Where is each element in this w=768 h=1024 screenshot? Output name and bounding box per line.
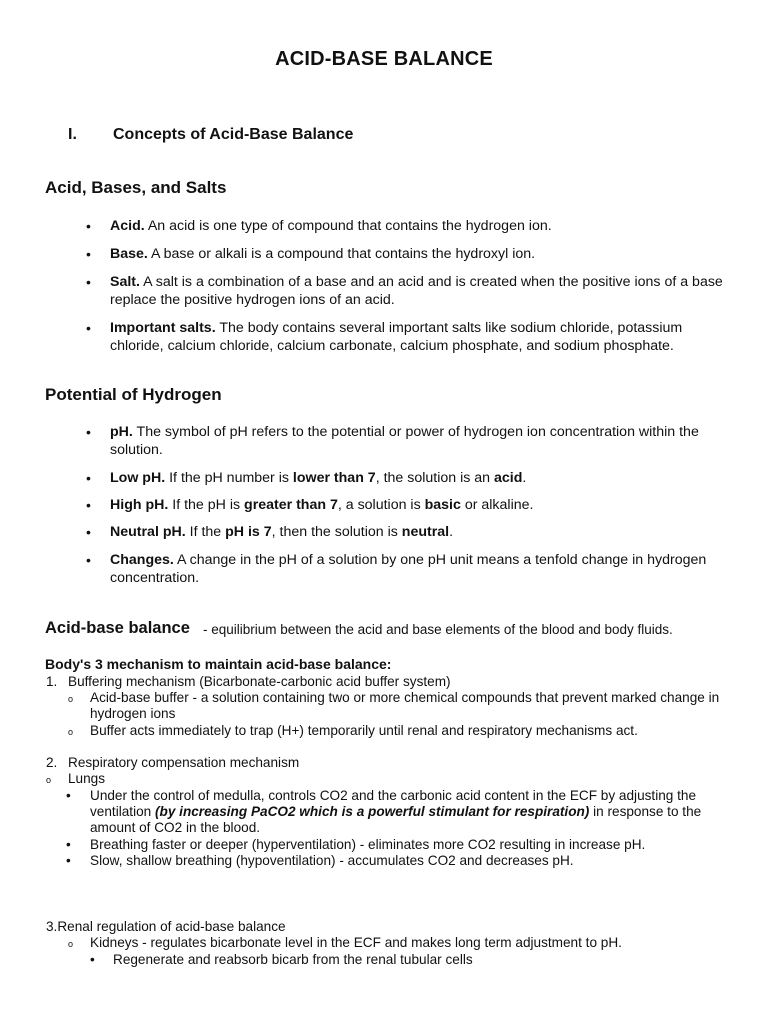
bullet-icon: • [66,853,71,868]
regenerate-item: Regenerate and reabsorb bicarb from the renal tubular cells [113,952,473,967]
document-title: ACID-BASE BALANCE [275,48,493,70]
acid-base-balance-definition: - equilibrium between the acid and base elements of the blood and body fluids. [203,622,673,637]
acids-heading: Acid, Bases, and Salts [45,178,227,197]
circle-bullet-icon: o [68,694,74,704]
hyperventilation-item: Breathing faster or deeper (hyperventilation) - eliminates more CO2 resulting in increase pH. [90,837,646,852]
kidneys-item: Kidneys - regulates bicarbonate level in the ECF and makes long term adjustment to pH. [90,935,622,950]
lungs-label: Lungs [68,771,106,786]
neutral-ph-item: Neutral pH. If the pH is 7, then the solution is neutral. [110,524,454,540]
bullet-icon: • [66,837,71,852]
buffering-mechanism: Buffering mechanism (Bicarbonate-carbonic acid buffer system) [68,674,451,689]
ph-item: pH. The symbol of pH refers to the potential or power of hydrogen ion concentration within the solution. [110,424,699,458]
bullet-icon: • [86,246,91,262]
list-number: 2. [46,755,58,770]
bullet-icon: • [86,424,91,440]
bullet-icon: • [86,218,91,234]
circle-bullet-icon: o [46,775,52,785]
hypoventilation-item: Slow, shallow breathing (hypoventilation) - accumulates CO2 and decreases pH. [90,853,574,868]
changes-item: Changes. A change in the pH of a solution by one pH unit means a tenfold change in hydrogen concentration. [110,552,707,586]
high-ph-item: High pH. If the pH is greater than 7, a solution is basic or alkaline. [110,497,534,513]
ph-heading: Potential of Hydrogen [45,385,222,404]
important-salts-item: Important salts. The body contains several important salts like sodium chloride, potassium chloride, calcium chloride, calcium carbonate, calcium phosphate, and sodium phosphate. [110,320,683,354]
circle-bullet-icon: o [68,939,74,949]
circle-bullet-icon: o [68,727,74,737]
medulla-item: Under the control of medulla, controls CO2 and the carbonic acid content in the ECF by adjusting the ventilation (by increasing PaCO2 which is a powerful stimulant for respiration) in response to the amount of CO2 in the blood. [90,788,702,835]
section-number: I. [68,126,77,143]
acid-base-buffer-item: Acid-base buffer - a solution containing two or more chemical compounds that prevent marked change in hydrogen ions [90,690,720,721]
bullet-icon: • [86,524,91,540]
salt-item: Salt. A salt is a combination of a base and an acid and is created when the positive ions of a base replace the positive hydrogen ions of an acid. [110,274,723,308]
respiratory-mechanism: Respiratory compensation mechanism [68,755,300,770]
list-number: 1. [46,674,58,689]
renal-regulation: 3.Renal regulation of acid-base balance [46,919,286,934]
bullet-icon: • [90,952,95,967]
section-title: Concepts of Acid-Base Balance [113,126,354,143]
mechanisms-heading: Body's 3 mechanism to maintain acid-base balance: [45,656,392,672]
bullet-icon: • [66,788,71,803]
bullet-icon: • [86,470,91,486]
bullet-icon: • [86,274,91,290]
bullet-icon: • [86,497,91,513]
acid-base-balance-title: Acid-base balance [45,619,190,637]
buffer-acts-item: Buffer acts immediately to trap (H+) temporarily until renal and respiratory mechanisms act. [90,723,638,738]
acid-item: Acid. An acid is one type of compound that contains the hydrogen ion. [110,218,552,234]
low-ph-item: Low pH. If the pH number is lower than 7, the solution is an acid. [110,470,527,486]
bullet-icon: • [86,552,91,568]
bullet-icon: • [86,320,91,336]
base-item: Base. A base or alkali is a compound that contains the hydroxyl ion. [110,246,536,262]
